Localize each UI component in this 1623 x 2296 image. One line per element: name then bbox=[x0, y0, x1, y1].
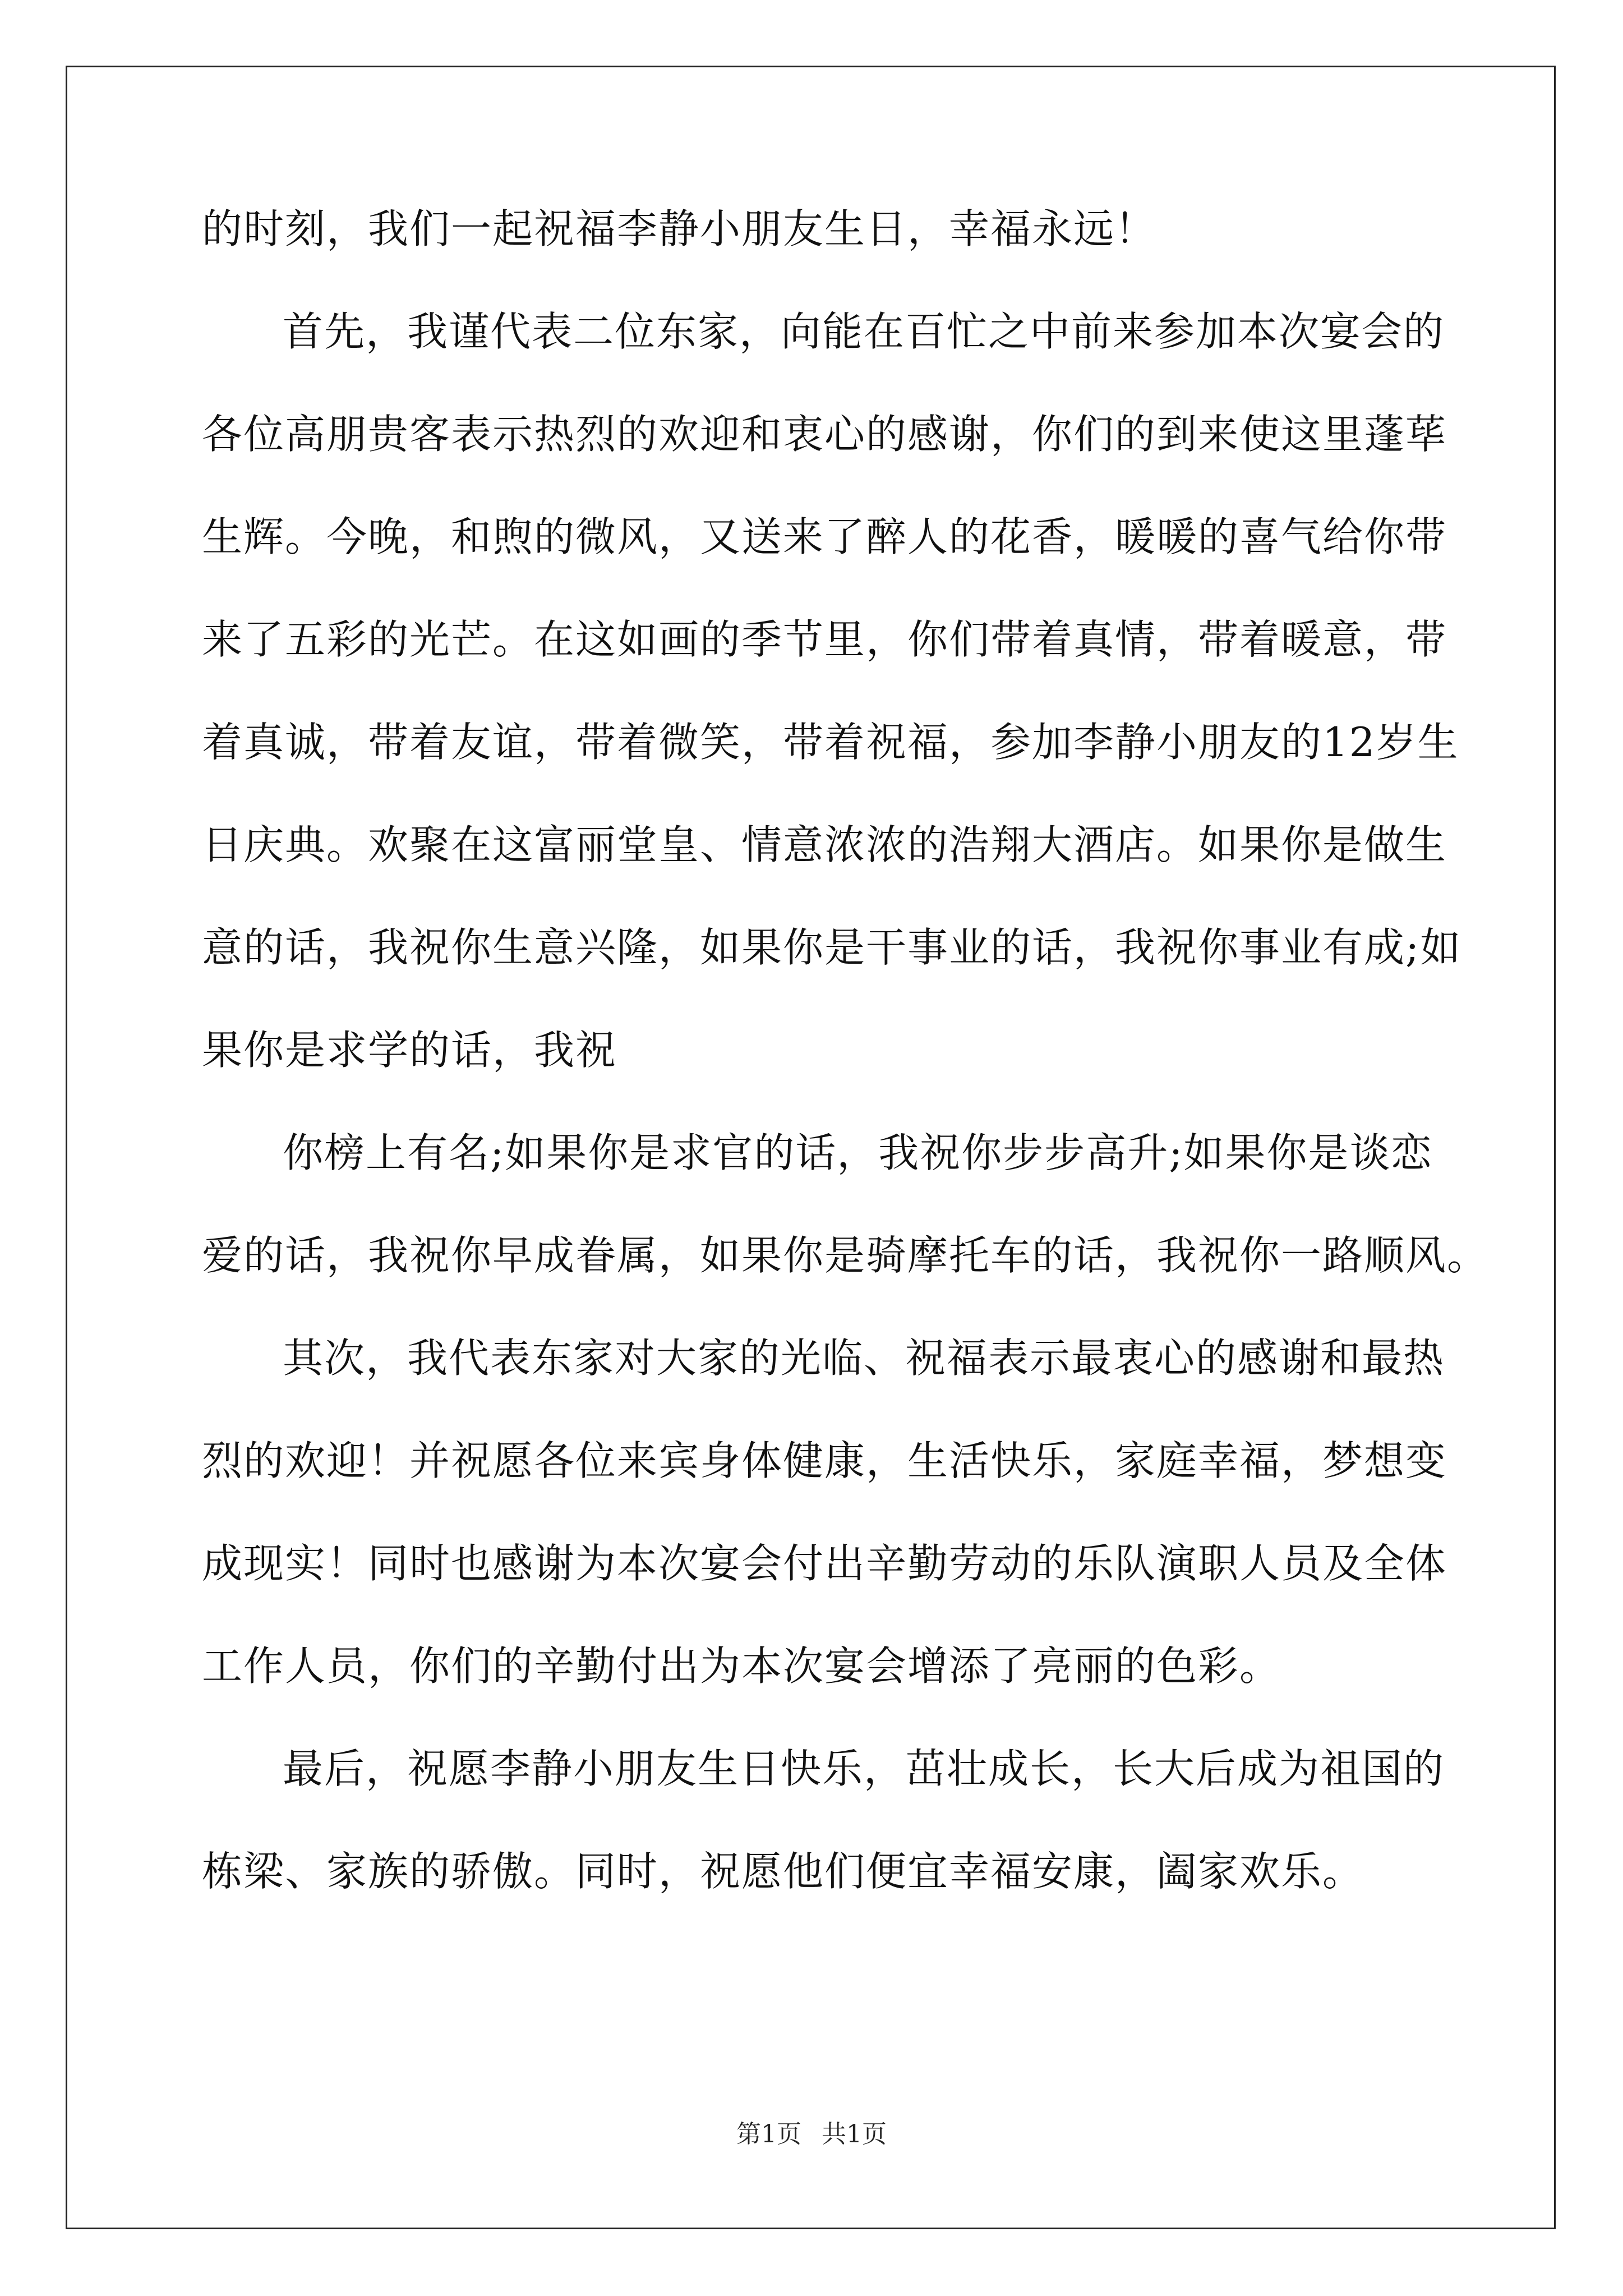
text-line: 日庆典。欢聚在这富丽堂皇、情意浓浓的浩翔大酒店。如果你是做生 bbox=[202, 821, 1447, 868]
text-line: 爱的话，我祝你早成眷属，如果你是骑摩托车的话，我祝你一路顺风。 bbox=[202, 1232, 1489, 1279]
paragraph-start-line: 你榜上有名;如果你是求官的话，我祝你步步高升;如果你是谈恋 bbox=[283, 1129, 1433, 1176]
paragraph-start-line: 首先，我谨代表二位东家，向能在百忙之中前来参加本次宴会的 bbox=[283, 308, 1445, 355]
paragraph-start-line: 最后，祝愿李静小朋友生日快乐，茁壮成长，长大后成为祖国的 bbox=[283, 1745, 1445, 1792]
text-line: 的时刻，我们一起祝福李静小朋友生日，幸福永远！ bbox=[202, 205, 1157, 252]
text-line: 来了五彩的光芒。在这如画的季节里，你们带着真情，带着暖意，带 bbox=[202, 616, 1447, 663]
text-line: 烈的欢迎！并祝愿各位来宾身体健康，生活快乐，家庭幸福，梦想变 bbox=[202, 1437, 1447, 1484]
text-line: 成现实！同时也感谢为本次宴会付出辛勤劳动的乐队演职人员及全体 bbox=[202, 1540, 1447, 1587]
text-line: 着真诚，带着友谊，带着微笑，带着祝福，参加李静小朋友的12岁生 bbox=[202, 719, 1459, 766]
text-line: 果你是求学的话，我祝 bbox=[202, 1027, 617, 1074]
text-line: 生辉。今晚，和煦的微风，又送来了醉人的花香，暖暖的喜气给你带 bbox=[202, 513, 1447, 560]
text-line: 栋梁、家族的骄傲。同时，祝愿他们便宜幸福安康，阖家欢乐。 bbox=[202, 1848, 1364, 1895]
page-number: 第1页 共1页 bbox=[736, 2120, 887, 2148]
text-line: 工作人员，你们的辛勤付出为本次宴会增添了亮丽的色彩。 bbox=[202, 1642, 1281, 1690]
text-line: 各位高朋贵客表示热烈的欢迎和衷心的感谢，你们的到来使这里蓬荜 bbox=[202, 411, 1447, 458]
text-line: 意的话，我祝你生意兴隆，如果你是干事业的话，我祝你事业有成;如 bbox=[202, 924, 1462, 971]
paragraph-start-line: 其次，我代表东家对大家的光临、祝福表示最衷心的感谢和最热 bbox=[283, 1335, 1445, 1382]
